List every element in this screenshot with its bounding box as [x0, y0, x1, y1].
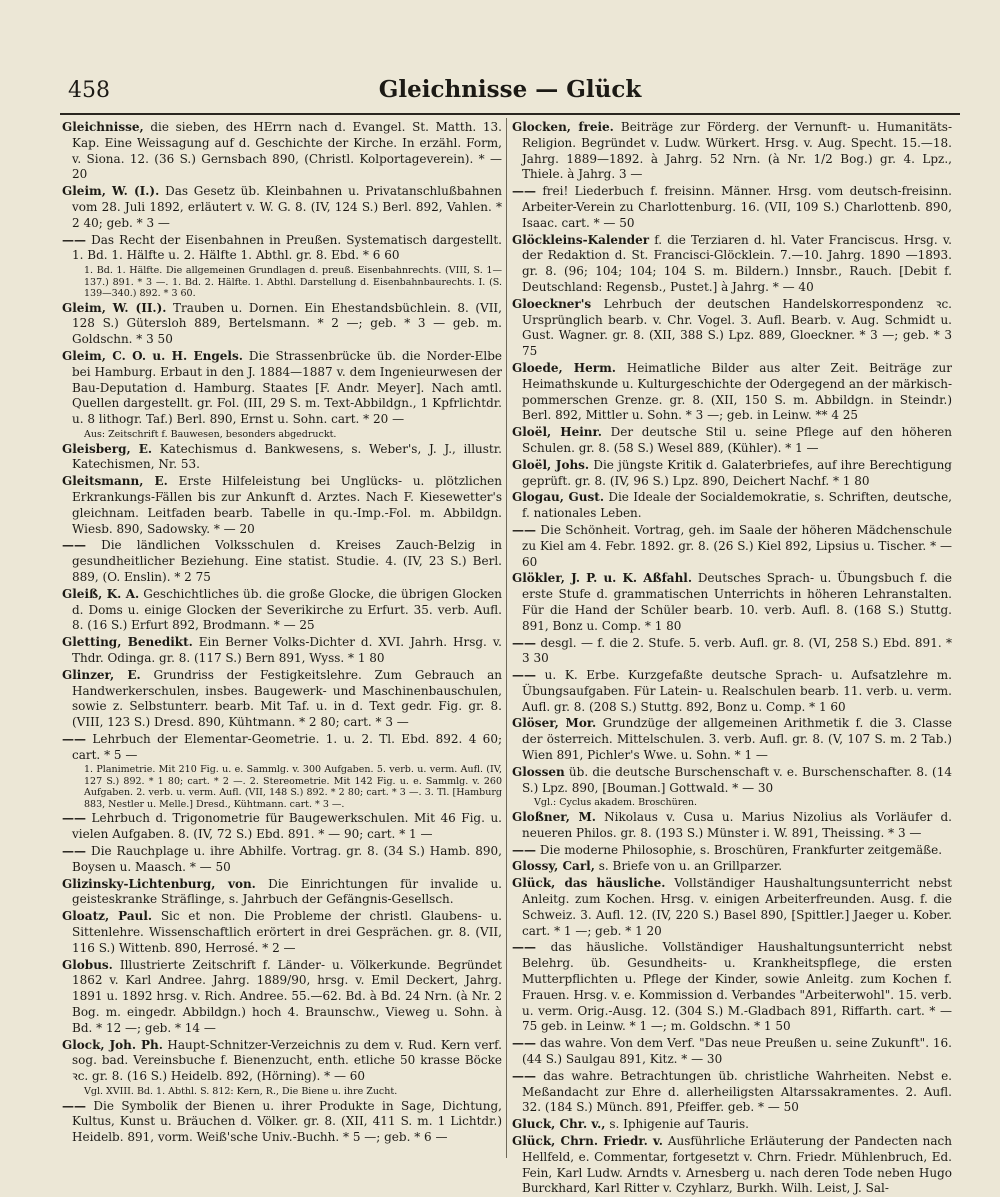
- bibliography-entry: [62, 538, 502, 585]
- bibliography-entry: [512, 859, 952, 875]
- bibliography-entry: [512, 361, 952, 424]
- bibliography-entry: [62, 233, 502, 265]
- entry-text: Lehrbuch der Elementar-Geometrie. 1. u. 2. Tl. Ebd. 892. 4 60; cart. * 5 —: [72, 731, 502, 762]
- entry-text: Das Recht der Eisenbahnen in Preußen. Systematisch dargestellt. 1. Bd. 1. Hälfte u. 2. Hälfte 1. Abthl. gr. 8. Ebd. * 6 60: [72, 232, 502, 263]
- header-rule: [60, 113, 960, 115]
- entry-heading: Gleitsmann, E.: [62, 474, 168, 489]
- bibliography-entry: [62, 120, 502, 183]
- column-divider: [506, 118, 507, 1158]
- bibliography-entry: [62, 811, 502, 843]
- bibliography-entry: [512, 1134, 952, 1197]
- entry-text: Ausführliche Erläuterung der Pandecten nach Hellfeld, e. Commentar, fortgesetzt v. Chrn. Friedr. Mühlenbruch, Ed. Fein, Karl Ludw. Arndts v. Arnesberg u. nach deren Tode neben Hugo Burckhard, Karl Ritter v. Czyhlarz, Burkh. Wilh. Leist, J. Sal-: [522, 1133, 952, 1196]
- bibliography-entry: [62, 349, 502, 428]
- entry-heading: Gleiß, K. A.: [62, 586, 140, 601]
- entry-text: üb. die deutsche Burschenschaft v. e. Burschenschafter. 8. (14 S.) Lpz. 890, [Bouman.] Gottwald. * — 30: [522, 764, 952, 795]
- entry-text: Die Strassenbrücke üb. die Norder-Elbe bei Hamburg. Erbaut in den J. 1884—1887 v. dem Ingenieurwesen der Bau-Deputation d. Hamburg. Staates [F. Andr. Meyer]. Nach amtl. Quellen dargestellt. gr. Fol. (III, 29 S. m. Text-Abbildgn., 1 Kpfrlichtdr. u. 8 lithogr. Taf.) Berl. 890, Ernst u. Sohn. cart. * 20 —: [72, 349, 502, 427]
- bibliography-entry: [62, 877, 502, 909]
- entry-text: Die moderne Philosophie, s. Broschüren, Frankfurter zeitgemäße.: [539, 842, 943, 857]
- entry-heading: Glossy, Carl,: [512, 859, 595, 874]
- right-column: [512, 120, 953, 1196]
- bibliography-note: [62, 265, 502, 300]
- entry-text: Die Rauchplage u. ihre Abhilfe. Vortrag. gr. 8. (34 S.) Hamb. 890, Boysen u. Maasch. * — 50: [72, 844, 502, 874]
- bibliography-entry: [512, 876, 952, 939]
- entry-text: s. Iphigenie auf Tauris.: [609, 1117, 749, 1132]
- bibliography-entry: [512, 523, 952, 570]
- entry-heading: Glocken, freie.: [512, 120, 614, 134]
- bibliography-note: [62, 764, 502, 810]
- entry-text: Die Symbolik der Bienen u. ihrer Produkte in Sage, Dichtung, Kultus, Kunst u. Bräuchen d. Völker. gr. 8. (XII, 411 S. m. 1 Lichtdr.) Heidelb. 891, vorm. Weiß'sche Univ.-Buchh. * 5 —; geb. * 6 —: [72, 1098, 502, 1145]
- bibliography-entry: [512, 843, 952, 859]
- entry-heading: Glock, Joh. Ph.: [62, 1037, 163, 1052]
- entry-text: Geschichtliches üb. die große Glocke, die übrigen Glocken d. Doms u. einige Glocken der Severikirche zu Erfurt. 35. verb. Aufl. 8. (16 S.) Erfurt 892, Brodmann. * — 25: [72, 586, 502, 633]
- page-header: [60, 74, 960, 110]
- entry-heading: ——: [512, 1036, 536, 1051]
- entry-heading: Gleim, C. O. u. H. Engels.: [62, 349, 243, 364]
- entry-heading: ——: [512, 1068, 536, 1083]
- bibliography-entry: [512, 716, 952, 763]
- entry-heading: Glizinsky-Lichtenburg, von.: [62, 876, 256, 891]
- entry-heading: Globus.: [62, 957, 113, 972]
- entry-text: Illustrierte Zeitschrift f. Länder- u. Völkerkunde. Begründet 1862 v. Karl Andree. Jahrg. 1889/90, hrsg. v. Emil Deckert, Jahrg. 1891 u. 1892 hrsg. v. Rich. Andree. 55.—62. Bd. à Bd. 24 Nrn. (à Nr. 2 Bog. m. eingedr. Abbildgn.) hoch 4. Braunschw., Vieweg u. Sohn. à Bd. * 12 —; geb. * 14 —: [72, 957, 502, 1035]
- bibliography-entry: [62, 958, 502, 1037]
- entry-text: desgl. — f. die 2. Stufe. 5. verb. Aufl. gr. 8. (VI, 258 S.) Ebd. 891. * 3 30: [522, 635, 952, 666]
- page-number: 458: [68, 78, 110, 103]
- left-column: [62, 120, 502, 1160]
- entry-text: Nikolaus v. Cusa u. Marius Nizolius als Vorläufer d. neueren Philos. gr. 8. (193 S.) Münster i. W. 891, Theissing. * 3 —: [522, 809, 952, 840]
- entry-text: Lehrbuch d. Trigonometrie für Baugewerkschulen. Mit 46 Fig. u. vielen Aufgaben. 8. (IV, 72 S.) Ebd. 891. * — 90; cart. * 1 —: [72, 811, 502, 842]
- bibliography-entry: [62, 1038, 502, 1085]
- bibliography-entry: [512, 120, 952, 183]
- bibliography-entry: [512, 765, 952, 797]
- entry-heading: Gloatz, Paul.: [62, 909, 153, 924]
- running-title: Gleichnisse — Glück: [378, 76, 642, 103]
- entry-heading: Glück, Chrn. Friedr. v.: [512, 1133, 663, 1148]
- entry-text: Die Ideale der Socialdemokratie, s. Schriften, deutsche, f. nationales Leben.: [522, 490, 952, 521]
- entry-heading: Gleim, W. (I.).: [62, 184, 160, 199]
- entry-text: 1. Bd. 1. Hälfte. Die allgemeinen Grundlagen d. preuß. Eisenbahnrechts. (VIII, S. 1—137.) 891. * 3 —. 1. Bd. 2. Hälfte. 1. Abthl. Darstellung d. Eisenbahnbaurechts. I. (S. 139—340.) 892. * 3 60.: [84, 265, 502, 300]
- entry-text: Die Schönheit. Vortrag, geh. im Saale der höheren Mädchenschule zu Kiel am 4. Febr. 1892. gr. 8. (26 S.) Kiel 892, Lipsius u. Tischer. * — 60: [522, 522, 952, 569]
- bibliography-note: [62, 429, 502, 441]
- entry-heading: ——: [62, 1098, 86, 1113]
- entry-heading: Glöckleins-Kalender: [512, 232, 650, 247]
- entry-text: Aus: Zeitschrift f. Bauwesen, besonders abgedruckt.: [84, 429, 337, 441]
- entry-text: Vollständiger Haushaltungsunterricht nebst Anleitg. zum Kochen. Hrsg. v. einigen Arbeiterfreunden. Ausg. f. die Schweiz. 3. Aufl. 12. (IV, 220 S.) Basel 890, [Spittler.] Jaeger u. Kober. cart. * 1 —; geb. * 1 20: [522, 876, 952, 938]
- entry-text: Die ländlichen Volksschulen d. Kreises Zauch-Belzig in gesundheitlicher Beziehung. Eine statist. Studie. 4. (IV, 23 S.) Berl. 889, (O. Enslin). * 2 75: [72, 538, 502, 584]
- entry-heading: Gletting, Benedikt.: [62, 635, 193, 650]
- bibliography-entry: [62, 909, 502, 956]
- bibliography-entry: [512, 490, 952, 522]
- entry-heading: ——: [512, 522, 536, 537]
- entry-text: u. K. Erbe. Kurzgefaßte deutsche Sprach- u. Aufsatzlehre m. Übungsaufgaben. Für Latein- u. Realschulen bearb. 11. verb. u. verm. Aufl. gr. 8. (208 S.) Stuttg. 892, Bonz u. Comp. * 1 60: [522, 668, 952, 714]
- entry-text: Heimatliche Bilder aus alter Zeit. Beiträge zur Heimathskunde u. Kulturgeschichte der Odergegend an der märkisch-pommerschen Grenze. gr. 8. (XII, 150 S. m. Abbildgn. in Steindr.) Berl. 892, Mittler u. Sohn. * 3 —; geb. in Leinw. ** 4 25: [522, 360, 952, 423]
- entry-text: das wahre. Betrachtungen üb. christliche Wahrheiten. Nebst e. Meßandacht zur Ehre d. allerheiligsten Altarssakramentes. 2. Aufl. 32. (184 S.) Münch. 891, Pfeiffer. geb. * — 50: [522, 1068, 952, 1115]
- entry-heading: Gluck, Chr. v.,: [512, 1117, 606, 1132]
- bibliography-entry: [62, 442, 502, 474]
- entry-text: Ein Berner Volks-Dichter d. XVI. Jahrh. Hrsg. v. Thdr. Odinga. gr. 8. (117 S.) Bern 891, Wyss. * 1 80: [72, 635, 502, 665]
- entry-heading: Gleichnisse,: [62, 120, 144, 134]
- entry-text: Vgl. XVIII. Bd. 1. Abthl. S. 812: Kern, R., Die Biene u. ihre Zucht.: [84, 1086, 398, 1098]
- entry-text: das häusliche. Vollständiger Haushaltungsunterricht nebst Belehrg. üb. Gesundheits- u. Krankheitspflege, die ersten Mutterpflichten u. Pflege der Kinder, sowie Anleitg. zum Kochen f. Frauen. Hrsg. v. e. Kommission d. Verbandes "Arbeiterwohl". 15. verb. u. verm. Orig.-Ausg. 12. (304 S.) M.-Gladbach 891, Riffarth. cart. * — 75 geb. in Leinw. * 1 —; m. Goldschn. * 1 50: [522, 940, 952, 1034]
- bibliography-entry: [62, 1099, 502, 1146]
- entry-text: f. die Terziaren d. hl. Vater Franciscus. Hrsg. v. der Redaktion d. St. Francisci-Glöcklein. 7.—10. Jahrg. 1890 —1893. gr. 8. (96; 104; 104; 104 S. m. Bildern.) Innsbr., Rauch. [Debit f. Deutschland: Regensb., Pustet.] à Jahrg. * — 40: [522, 232, 952, 294]
- entry-text: Grundzüge der allgemeinen Arithmetik f. die 3. Classe der österreich. Mittelschulen. 3. verb. Aufl. gr. 8. (V, 107 S. m. 2 Tab.) Wien 891, Pichler's Wwe. u. Sohn. * 1 —: [522, 716, 952, 763]
- bibliography-entry: [512, 233, 952, 296]
- entry-heading: Glöser, Mor.: [512, 716, 597, 731]
- bibliography-entry: [512, 810, 952, 842]
- bibliography-entry: [512, 425, 952, 457]
- bibliography-entry: [62, 844, 502, 876]
- bibliography-entry: [62, 587, 502, 634]
- entry-text: Die Einrichtungen für invalide u. geisteskranke Sträflinge, s. Jahrbuch der Gefängnis-Gesellsch.: [72, 876, 502, 907]
- entry-text: 1. Planimetrie. Mit 210 Fig. u. e. Sammlg. v. 300 Aufgaben. 5. verb. u. verm. Aufl. (IV, 127 S.) 892. * 1 80; cart. * 2 —. 2. Stereometrie. Mit 142 Fig. u. e. Sammlg. v. 260 Aufgaben. 2. verb. u. verm. Aufl. (VII, 148 S.) 892. * 2 80; cart. * 3 —. 3. Tl. [Hamburg 883, Nestler u. Melle.] Dresd., Kühtmann. cart. * 3 —.: [84, 764, 502, 810]
- entry-heading: Glinzer, E.: [62, 667, 141, 682]
- bibliography-entry: [512, 571, 952, 634]
- entry-text: Der deutsche Stil u. seine Pflege auf den höheren Schulen. gr. 8. (58 S.) Wesel 889, (Kühler). * 1 —: [522, 425, 953, 455]
- entry-text: Katechismus d. Bankwesens, s. Weber's, J. J., illustr. Katechismen, Nr. 53.: [72, 441, 502, 472]
- entry-text: die sieben, des HErrn nach d. Evangel. St. Matth. 13. Kap. Eine Weissagung auf d. Geschichte der Kirche. In erzähl. Form, v. Siona. 12. (36 S.) Gernsbach 890, (Christl. Kolportageverein). * — 20: [72, 120, 502, 182]
- bibliography-entry: [62, 184, 502, 231]
- bibliography-note: [62, 1086, 502, 1098]
- entry-text: Lehrbuch der deutschen Handelskorrespondenz ꝛc. Ursprünglich bearb. v. Chr. Vogel. 3. Aufl. Bearb. v. Aug. Schmidt u. Gust. Wagner. gr. 8. (XII, 388 S.) Lpz. 889, Gloeckner. * 3 —; geb. * 3 75: [522, 296, 952, 359]
- bibliography-entry: [512, 458, 952, 490]
- entry-heading: ——: [512, 940, 536, 955]
- entry-text: Die jüngste Kritik d. Galaterbriefes, auf ihre Berechtigung geprüft. gr. 8. (IV, 96 S.) Lpz. 890, Deichert Nachf. * 1 80: [522, 457, 952, 488]
- entry-heading: Gloël, Johs.: [512, 457, 590, 472]
- entry-heading: Glökler, J. P. u. K. Aßfahl.: [512, 571, 693, 586]
- bibliography-entry: [512, 1117, 952, 1133]
- entry-heading: Gleim, W. (II.).: [62, 300, 167, 315]
- entry-heading: ——: [62, 538, 86, 553]
- entry-heading: ——: [62, 232, 86, 247]
- entry-heading: Gleisberg, E.: [62, 441, 153, 456]
- entry-text: Vgl.: Cyclus akadem. Broschüren.: [534, 797, 698, 809]
- bibliography-entry: [512, 184, 952, 231]
- entry-heading: Gloeckner's: [512, 296, 592, 311]
- entry-heading: ——: [62, 731, 86, 746]
- bibliography-entry: [62, 474, 502, 537]
- bibliography-entry: [512, 297, 952, 360]
- entry-heading: Gloßner, M.: [512, 809, 596, 824]
- entry-heading: ——: [62, 844, 86, 859]
- entry-text: Sic et non. Die Probleme der christl. Glaubens- u. Sittenlehre. Wissenschaftlich erörtert in drei Gesprächen. gr. 8. (VII, 116 S.) Wittenb. 890, Herrosé. * 2 —: [72, 909, 502, 955]
- entry-text: Beiträge zur Förderg. der Vernunft- u. Humanitäts-Religion. Begründet v. Ludw. Würkert. Hrsg. v. Aug. Specht. 15.—18. Jahrg. 1889—1892. à Jahrg. 52 Nrn. (à Nr. 1/2 Bog.) gr. 4. Lpz., Thiele. à Jahrg. 3 —: [522, 120, 952, 182]
- entry-text: das wahre. Von dem Verf. "Das neue Preußen u. seine Zukunft". 16. (44 S.) Saulgau 891, Kitz. * — 30: [522, 1036, 952, 1066]
- entry-heading: ——: [512, 842, 536, 857]
- entry-heading: ——: [512, 668, 536, 683]
- entry-text: s. Briefe von u. an Grillparzer.: [598, 859, 783, 874]
- bibliography-entry: [62, 668, 502, 731]
- bibliography-note: [512, 797, 952, 809]
- bibliography-entry: [512, 940, 952, 1035]
- entry-text: Haupt-Schnitzer-Verzeichnis zu dem v. Rud. Kern verf. sog. bad. Vereinsbuche f. Bienenzucht, enth. etliche 50 krasse Böcke ꝛc. gr. 8. (16 S.) Heidelb. 892, (Hörning). * — 60: [72, 1037, 502, 1084]
- entry-heading: ——: [62, 811, 86, 826]
- entry-text: Deutsches Sprach- u. Übungsbuch f. die erste Stufe d. grammatischen Unterrichts in höheren Lehranstalten. Für die Hand der Schüler bearb. 10. verb. Aufl. 8. (168 S.) Stuttg. 891, Bonz u. Comp. * 1 80: [522, 571, 952, 633]
- entry-text: frei! Liederbuch f. freisinn. Männer. Hrsg. vom deutsch-freisinn. Arbeiter-Verein zu Charlottenburg. 16. (VII, 109 S.) Charlottenb. 890, Isaac. cart. * — 50: [522, 184, 952, 230]
- entry-heading: Glossen: [512, 764, 565, 779]
- entry-text: Das Gesetz üb. Kleinbahnen u. Privatanschlußbahnen vom 28. Juli 1892, erläutert v. W. G. 8. (IV, 124 S.) Berl. 892, Vahlen. * 2 40; geb. * 3 —: [72, 184, 502, 230]
- bibliography-entry: [512, 636, 952, 668]
- entry-heading: Gloël, Heinr.: [512, 425, 602, 440]
- bibliography-entry: [62, 301, 502, 348]
- entry-text: Erste Hilfeleistung bei Unglücks- u. plötzlichen Erkrankungs-Fällen bis zur Ankunft d. Arztes. Nach F. Kiesewetter's gleichnam. Leitfaden bearb. Tabelle in qu.-Imp.-Fol. m. Abbildgn. Wiesb. 890, Sadowsky. * — 20: [72, 474, 502, 536]
- bibliography-entry: [512, 1069, 952, 1116]
- bibliography-entry: [62, 732, 502, 764]
- entry-heading: ——: [512, 635, 536, 650]
- entry-heading: Glogau, Gust.: [512, 490, 605, 505]
- entry-text: Grundriss der Festigkeitslehre. Zum Gebrauch an Handwerkerschulen, insbes. Baugewerk- und Maschinenbauschulen, sowie z. Selbstunterr. bearb. Mit Taf. u. in d. Text gedr. Fig. gr. 8. (VIII, 123 S.) Dresd. 890, Kühtmann. * 2 80; cart. * 3 —: [72, 667, 502, 730]
- entry-text: Trauben u. Dornen. Ein Ehestandsbüchlein. 8. (VII, 128 S.) Gütersloh 889, Bertelsmann. * 2 —; geb. * 3 — geb. m. Goldschn. * 3 50: [72, 300, 502, 347]
- entry-heading: ——: [512, 184, 536, 199]
- entry-heading: Gloede, Herm.: [512, 360, 616, 375]
- bibliography-entry: [62, 635, 502, 667]
- bibliography-entry: [512, 1036, 952, 1068]
- bibliography-entry: [512, 668, 952, 715]
- entry-heading: Glück, das häusliche.: [512, 876, 666, 891]
